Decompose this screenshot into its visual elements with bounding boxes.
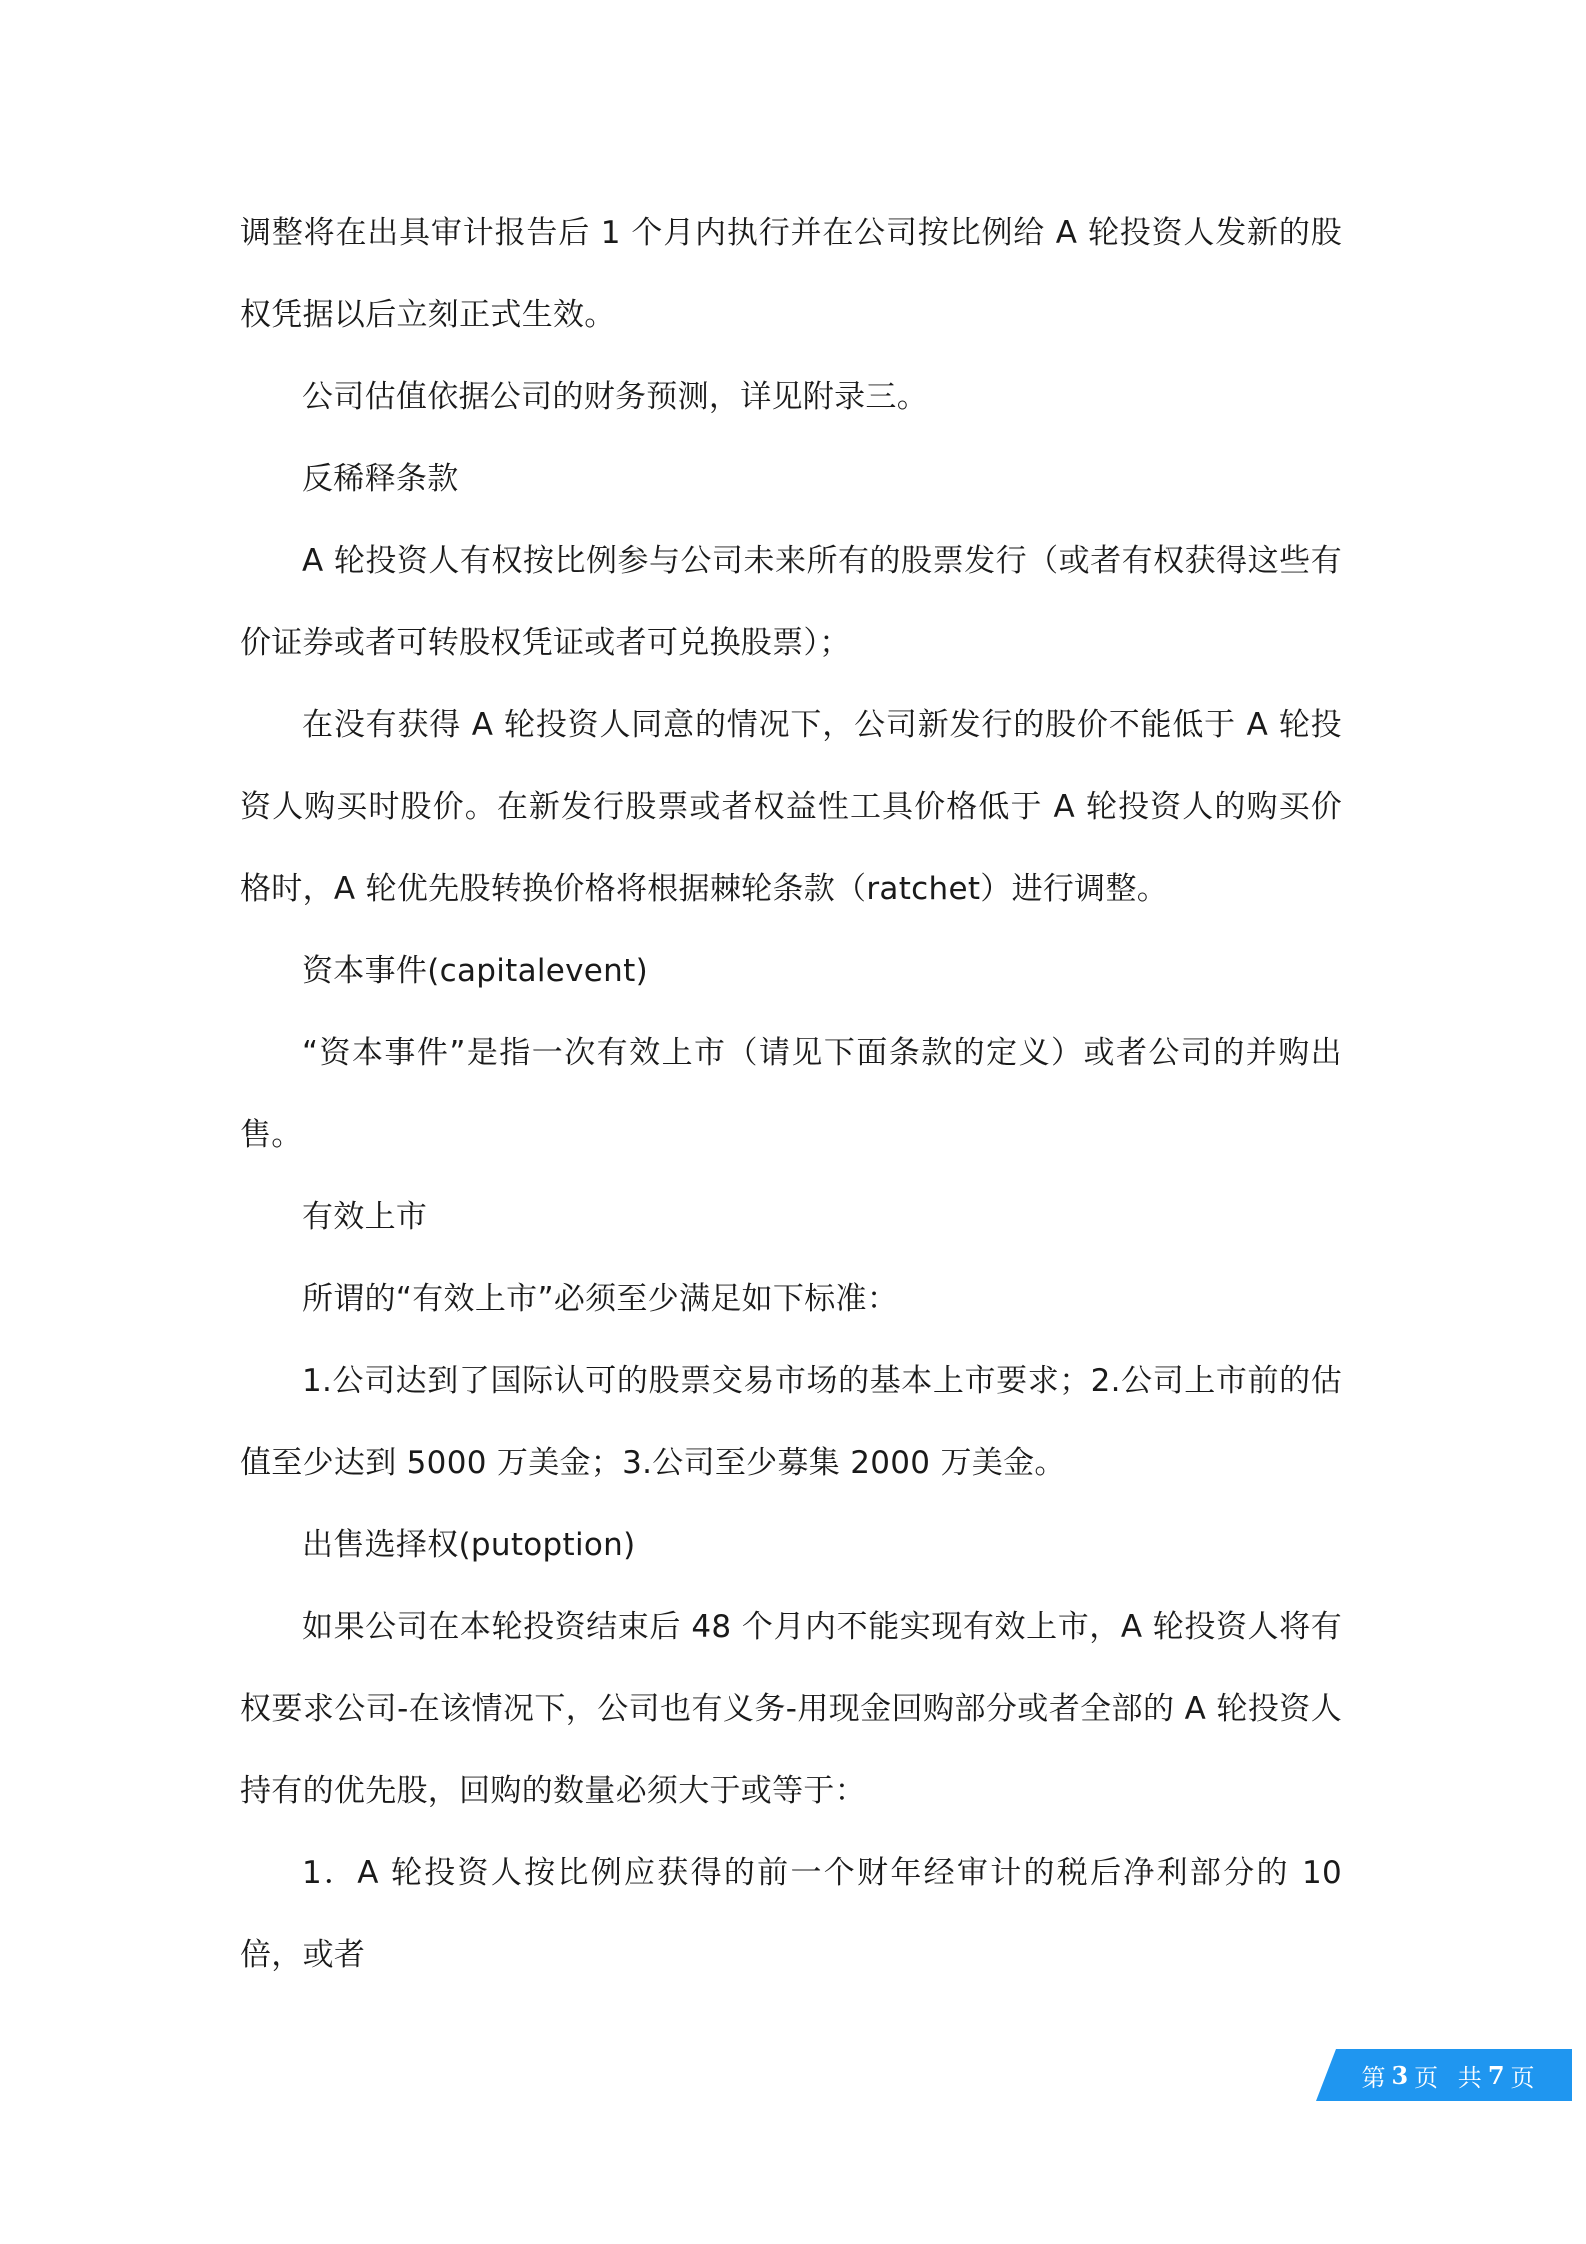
current-page-number: 3	[1391, 2060, 1415, 2090]
page-label-prefix: 第	[1361, 2063, 1392, 2092]
page-label-middle: 页 共	[1414, 2063, 1488, 2092]
section-heading: 有效上市	[302, 1199, 428, 1235]
total-pages-number: 7	[1487, 2060, 1511, 2090]
paragraph: 公司估值依据公司的财务预测，详见附录三。	[302, 379, 928, 415]
page-label-suffix: 页	[1510, 2063, 1541, 2092]
paragraph: 所谓的“有效上市”必须至少满足如下标准：	[302, 1281, 899, 1317]
paragraph: 如果公司在本轮投资结束后 48 个月内不能实现有效上市，A 轮投资人将有权要求公司-在该情况下，公司也有义务-用现金回购部分或者全部的 A 轮投资人持有的优先股，回购的数量必须大于或等于：	[240, 1609, 1342, 1809]
page-number-badge	[1316, 2049, 1572, 2101]
section-heading: 出售选择权(putoption)	[302, 1527, 636, 1563]
paragraph: 1．A 轮投资人按比例应获得的前一个财年经审计的税后净利部分的 10 倍，或者	[240, 1855, 1342, 1973]
document-body	[240, 192, 1342, 1996]
section-heading: 资本事件(capitalevent)	[302, 953, 648, 989]
section-heading: 反稀释条款	[302, 461, 459, 497]
paragraph: “资本事件”是指一次有效上市（请见下面条款的定义）或者公司的并购出售。	[240, 1035, 1342, 1153]
page-number-text	[1316, 2049, 1572, 2101]
paragraph: 在没有获得 A 轮投资人同意的情况下，公司新发行的股价不能低于 A 轮投资人购买时股价。在新发行股票或者权益性工具价格低于 A 轮投资人的购买价格时，A 轮优先股转换价格将根据棘轮条款（ratchet）进行调整。	[240, 707, 1342, 907]
paragraph: A 轮投资人有权按比例参与公司未来所有的股票发行（或者有权获得这些有价证券或者可转股权凭证或者可兑换股票）；	[240, 543, 1342, 661]
paragraph: 调整将在出具审计报告后 1 个月内执行并在公司按比例给 A 轮投资人发新的股权凭据以后立刻正式生效。	[240, 215, 1342, 333]
paragraph: 1.公司达到了国际认可的股票交易市场的基本上市要求；2.公司上市前的估值至少达到 5000 万美金；3.公司至少募集 2000 万美金。	[240, 1363, 1342, 1481]
